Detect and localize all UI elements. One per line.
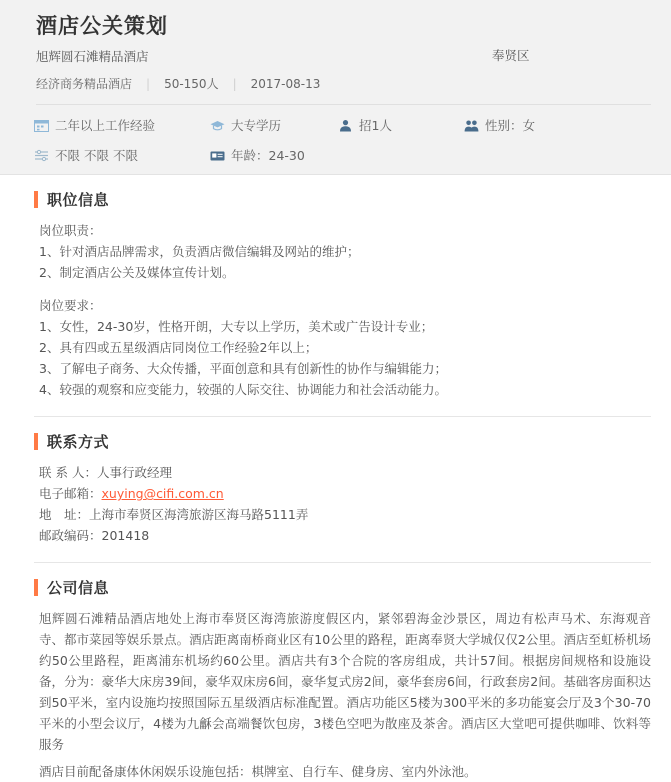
tag-age xyxy=(210,146,330,164)
section-title-contact: 联系方式 xyxy=(47,433,110,452)
job-header xyxy=(0,0,671,175)
meta-separator: | xyxy=(146,76,151,91)
contact-address-label: 地 址： xyxy=(39,507,90,523)
section-title-position: 职位信息 xyxy=(47,191,110,210)
tag-gender-label: 性别：女 xyxy=(485,118,536,134)
calendar-icon xyxy=(34,119,49,132)
contact-address-value: 上海市奉贤区海湾旅游区海马路5111弄 xyxy=(89,507,309,523)
company-name: 旭辉圆石滩精品酒店 xyxy=(36,49,149,65)
tag-gender xyxy=(464,116,584,134)
contact-address-row xyxy=(34,504,651,525)
tag-headcount xyxy=(338,116,456,134)
tag-headcount-label: 招1人 xyxy=(359,118,392,134)
person-icon xyxy=(338,119,353,132)
section-accent-bar xyxy=(34,579,38,596)
job-header-inner xyxy=(0,14,671,105)
contact-person-row xyxy=(34,462,651,483)
section-header-company xyxy=(34,577,651,598)
job-meta-industry: 经济商务精品酒店 xyxy=(36,77,133,92)
tag-experience-label: 二年以上工作经验 xyxy=(55,118,156,134)
contact-zip-row xyxy=(34,525,651,546)
tag-education xyxy=(210,116,330,134)
contact-email-link[interactable]: xuying@cifi.com.cn xyxy=(101,486,224,502)
tag-education-label: 大专学历 xyxy=(231,118,282,134)
duty-heading: 岗位职责： xyxy=(39,223,102,239)
contact-email-row xyxy=(34,483,651,504)
section-divider xyxy=(34,562,651,563)
tag-other xyxy=(34,146,202,164)
contact-email-label: 电子邮箱： xyxy=(39,486,102,502)
section-header-contact xyxy=(34,431,651,452)
job-meta-size: 50-150人 xyxy=(164,77,219,92)
meta-separator: | xyxy=(232,76,237,91)
paragraph-gap xyxy=(39,283,651,295)
section-company-info xyxy=(0,577,671,782)
contact-person-value: 人事行政经理 xyxy=(96,465,172,481)
people-icon xyxy=(464,119,479,132)
section-divider xyxy=(34,416,651,417)
duty-item: 1、针对酒店品牌需求，负责酒店微信编辑及网站的维护； xyxy=(39,244,360,260)
company-info-paragraph: 旭辉圆石滩精品酒店地处上海市奉贤区海湾旅游度假区内，紧邻碧海金沙景区，周边有松声马术、东海观音寺、都市菜园等娱乐景点。酒店距离南桥商业区有10公里的路程，距离奉贤大学城仅仅2公里。酒店至虹桥机场约50公里路程，距离浦东机场约60公里。酒店共有3个合院的客房组成，共计57间。根据房间规格和设施设备，分为：豪华大床房39间，豪华双床房6间，豪华复式房2间，豪华套房6间，行政套房2间。基础客房面积达到50平米，室内设施均按照国际五星级酒店标准配置。酒店功能区5楼为300平米的多功能宴会厅及3个30-70平米的小型会议厅，4楼为九龢会高端餐饮包房，3楼色空吧为散座及茶舍。酒店区大堂吧可提供咖啡、饮料等服务 xyxy=(39,611,651,753)
contact-person-label: 联 系 人： xyxy=(39,465,97,481)
graduation-cap-icon xyxy=(210,119,225,132)
job-tag-list xyxy=(0,105,671,174)
contact-zip-label: 邮政编码： xyxy=(39,528,102,544)
section-title-company: 公司信息 xyxy=(47,579,110,598)
section-contact xyxy=(0,431,671,563)
requirement-item: 3、了解电子商务、大众传播，平面创意和具有创新性的协作与编辑能力； xyxy=(39,361,447,377)
position-body xyxy=(34,220,651,400)
job-meta-date: 2017-08-13 xyxy=(250,76,321,91)
requirement-item: 4、较强的观察和应变能力，较强的人际交往、协调能力和社会活动能力。 xyxy=(39,382,447,398)
requirement-heading: 岗位要求： xyxy=(39,298,102,314)
filter-icon xyxy=(34,149,49,162)
id-card-icon xyxy=(210,149,225,162)
tag-other-label: 不限 不限 不限 xyxy=(55,148,138,164)
company-row xyxy=(36,47,651,65)
section-position-info xyxy=(0,189,671,417)
section-accent-bar xyxy=(34,433,38,450)
job-meta-row xyxy=(36,75,651,105)
section-accent-bar xyxy=(34,191,38,208)
district-label: 奉贤区 xyxy=(492,48,530,63)
tag-age-label: 年龄：24-30 xyxy=(231,148,305,164)
tag-experience xyxy=(34,116,202,134)
page-title: 酒店公关策划 xyxy=(36,14,168,38)
requirement-item: 2、具有四或五星级酒店同岗位工作经验2年以上； xyxy=(39,340,318,356)
contact-zip-value: 201418 xyxy=(101,528,150,544)
section-header-position xyxy=(34,189,651,210)
duty-item: 2、制定酒店公关及媒体宣传计划。 xyxy=(39,265,235,281)
company-info-paragraph: 酒店目前配备康体休闲娱乐设施包括：棋牌室、自行车、健身房、室内外泳池。 xyxy=(39,764,477,780)
requirement-item: 1、女性，24-30岁，性格开朗，大专以上学历，美术或广告设计专业； xyxy=(39,319,434,335)
